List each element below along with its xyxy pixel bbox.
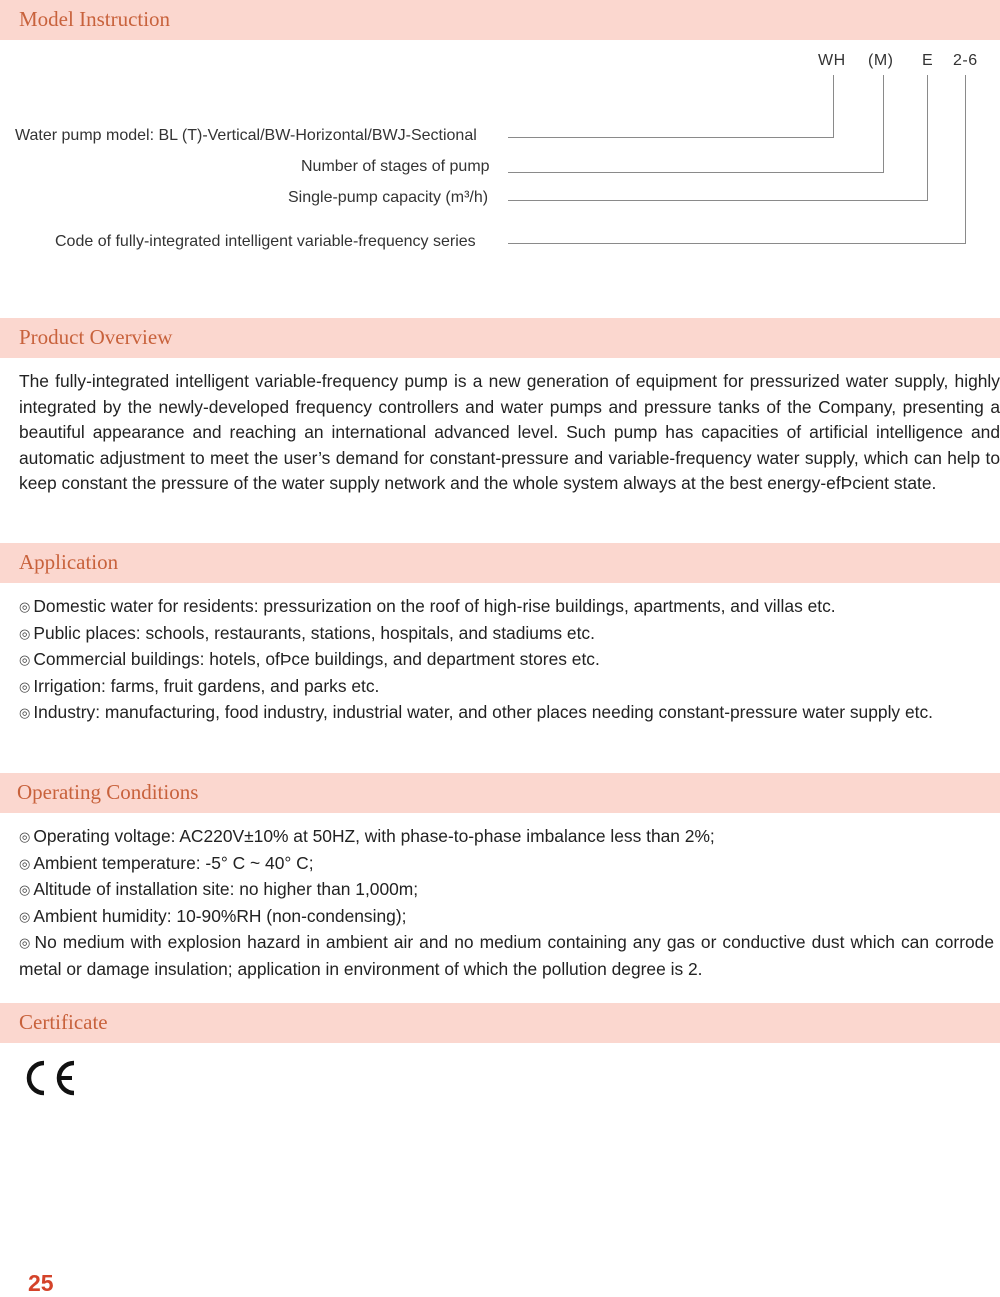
leader-line: [965, 75, 966, 243]
list-item-text: Operating voltage: AC220V±10% at 50HZ, with phase-to-phase imbalance less than 2%;: [33, 826, 715, 846]
leader-line: [508, 172, 884, 173]
list-item: [19, 930, 994, 982]
list-item: [19, 700, 994, 727]
section-header-operating-conditions: [0, 773, 1000, 813]
list-item-text: Domestic water for residents: pressurization on the roof of high-rise buildings, apartments, and villas etc.: [33, 596, 836, 616]
leader-line: [927, 75, 928, 200]
model-label-stages: Number of stages of pump: [301, 158, 490, 175]
section-title: Operating Conditions: [17, 780, 199, 804]
model-label-capacity: Single-pump capacity (m³/h): [288, 189, 489, 206]
section-header-product-overview: [0, 318, 1000, 358]
list-item-text: Commercial buildings: hotels, ofÞce buildings, and department stores etc.: [33, 649, 600, 669]
bullet-icon: ◎: [19, 625, 31, 641]
model-code-wh: WH: [818, 52, 846, 69]
list-item: [19, 877, 994, 904]
list-item: [19, 647, 994, 674]
bullet-icon: ◎: [19, 599, 31, 614]
list-item-text: No medium with explosion hazard in ambient air and no medium containing any gas or conductive dust which can corrode metal or damage insulation; application in environment of which the pollution degree is 2.: [19, 932, 994, 979]
bullet-icon: ◎: [19, 855, 31, 871]
list-item-text: Public places: schools, restaurants, stations, hospitals, and stadiums etc.: [33, 622, 595, 643]
leader-line: [883, 75, 884, 172]
bullet-icon: ◎: [19, 935, 32, 950]
overview-paragraph: The fully-integrated intelligent variable-frequency pump is a new generation of equipment for pressurized water supply, highly integrated by the newly-developed frequency controllers and water pumps and pressure tanks of the Company, presenting a beautiful appearance and reaching an international advanced level. Such pump has capacities of artificial intelligence and automatic adjustment to meet the user’s demand for constant-pressure and variable-frequency water supply, which can help to keep constant the pressure of the water supply network and the whole system always at the best energy-efÞcient state.: [19, 371, 1000, 493]
page-number: 25: [28, 1270, 54, 1296]
list-item-text: Ambient humidity: 10-90%RH (non-condensing);: [33, 905, 407, 926]
section-title: Product Overview: [19, 325, 173, 349]
list-item: [19, 904, 994, 931]
bullet-icon: ◎: [19, 882, 31, 897]
list-item: [19, 674, 994, 701]
bullet-icon: ◎: [19, 652, 31, 667]
section-title: Model Instruction: [19, 7, 171, 31]
section-header-model-instruction: [0, 0, 1000, 40]
section-header-certificate: [0, 1003, 1000, 1043]
model-code-e: E: [922, 52, 934, 69]
bullet-icon: ◎: [19, 829, 31, 844]
ce-mark-icon: [22, 1058, 80, 1098]
application-list: [19, 594, 994, 727]
list-item: [19, 621, 994, 648]
model-code-m: (M): [868, 52, 894, 69]
list-item-text: Ambient temperature: -5° C ~ 40° C;: [33, 852, 314, 873]
model-label-series-code: Code of fully-integrated intelligent variable-frequency series: [55, 233, 476, 250]
section-title: Certificate: [19, 1010, 108, 1034]
model-label-pump-model: Water pump model: BL (T)-Vertical/BW-Horizontal/BWJ-Sectional: [15, 127, 477, 144]
bullet-icon: ◎: [19, 678, 31, 694]
list-item-text: Industry: manufacturing, food industry, industrial water, and other places needing constant-pressure water supply etc.: [33, 702, 933, 722]
list-item: [19, 851, 994, 878]
bullet-icon: ◎: [19, 705, 31, 720]
leader-line: [508, 137, 834, 138]
leader-line: [508, 200, 928, 201]
list-item-text: Irrigation: farms, fruit gardens, and parks etc.: [33, 675, 380, 696]
model-code-capacity: 2-6: [953, 52, 978, 69]
list-item: [19, 594, 994, 621]
section-title: Application: [19, 550, 119, 574]
list-item: [19, 824, 994, 851]
operating-conditions-list: [19, 824, 994, 982]
leader-line: [833, 75, 834, 137]
leader-line: [508, 243, 966, 244]
bullet-icon: ◎: [19, 908, 31, 924]
section-header-application: [0, 543, 1000, 583]
list-item-text: Altitude of installation site: no higher than 1,000m;: [33, 879, 419, 899]
